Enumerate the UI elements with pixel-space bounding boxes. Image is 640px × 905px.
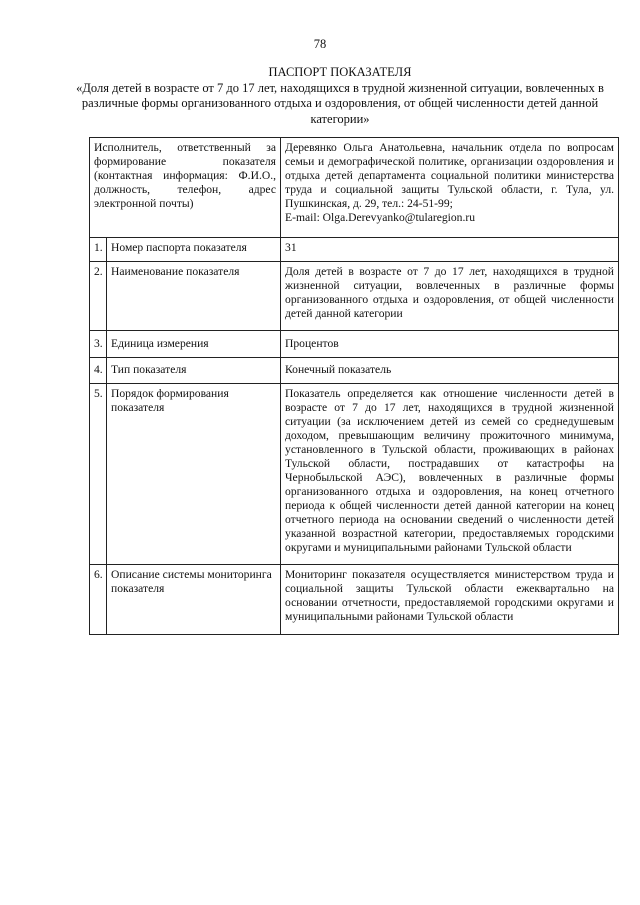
row-label: Порядок формирования показателя <box>107 384 281 565</box>
table-row <box>90 384 619 565</box>
row-value: Доля детей в возрасте от 7 до 17 лет, находящихся в трудной жизненной ситуации, вовлеченных в различные формы организованного отдыха и оздоровления, от общей численности детей данной категории <box>281 262 619 331</box>
row-value: 31 <box>281 238 619 262</box>
row-value: Мониторинг показателя осуществляется министерством труда и социальной защиты Тульской области ежеквартально на основании отчетности, предоставляемой городскими округами и муниципальными районами Тульской области <box>281 565 619 635</box>
row-number: 2. <box>90 262 107 331</box>
executor-contact: Деревянко Ольга Анатольевна, начальник отдела по вопросам семьи и демографической политике, организации оздоровления и отдыха детей департамента социальной политики министерства труда и социальной защиты Тульской области, г. Тула, ул. Пушкинская, д. 29, тел.: 24-51-99; <box>285 141 615 210</box>
table-row <box>90 565 619 635</box>
executor-row <box>90 138 619 238</box>
executor-value <box>281 138 619 238</box>
passport-table <box>89 137 619 635</box>
row-label: Номер паспорта показателя <box>107 238 281 262</box>
row-label: Единица измерения <box>107 331 281 358</box>
row-label: Описание системы мониторинга показателя <box>107 565 281 635</box>
document-title <box>70 65 610 127</box>
row-number: 4. <box>90 358 107 384</box>
table-row <box>90 358 619 384</box>
row-number: 5. <box>90 384 107 565</box>
row-label: Наименование показателя <box>107 262 281 331</box>
row-value: Процентов <box>281 331 619 358</box>
executor-label: Исполнитель, ответственный за формирование показателя (контактная информация: Ф.И.О., должность, телефон, адрес электронной почты) <box>90 138 281 238</box>
row-number: 6. <box>90 565 107 635</box>
executor-email: E-mail: Olga.Derevyanko@tularegion.ru <box>285 211 476 224</box>
passport-heading: ПАСПОРТ ПОКАЗАТЕЛЯ <box>268 65 412 79</box>
indicator-name-heading: «Доля детей в возрасте от 7 до 17 лет, находящихся в трудной жизненной ситуации, вовлеченных в различные формы организованного отдыха и оздоровления, от общей численности детей данной категории» <box>76 80 604 126</box>
table-row <box>90 238 619 262</box>
row-number: 1. <box>90 238 107 262</box>
table-row <box>90 331 619 358</box>
table-row <box>90 262 619 331</box>
row-value: Конечный показатель <box>281 358 619 384</box>
row-label: Тип показателя <box>107 358 281 384</box>
row-value: Показатель определяется как отношение численности детей в возрасте от 7 до 17 лет, находящихся в трудной жизненной ситуации (за исключением детей из семей со среднедушевым доходом, превышающим величину прожиточного минимума, установленного в Тульской области, проживающих в районах Тульской области, пострадавших от катастрофы на Чернобыльской АЭС), вовлеченных в различные формы организованного отдыха и оздоровления, на конец отчетного периода к общей численности детей данной категории на конец отчетного периода на основании сведений о численности детей указанной возрастной категории, предоставляемых городскими округами и муниципальными районами Тульской области <box>281 384 619 565</box>
row-number: 3. <box>90 331 107 358</box>
page-number: 78 <box>313 37 327 51</box>
